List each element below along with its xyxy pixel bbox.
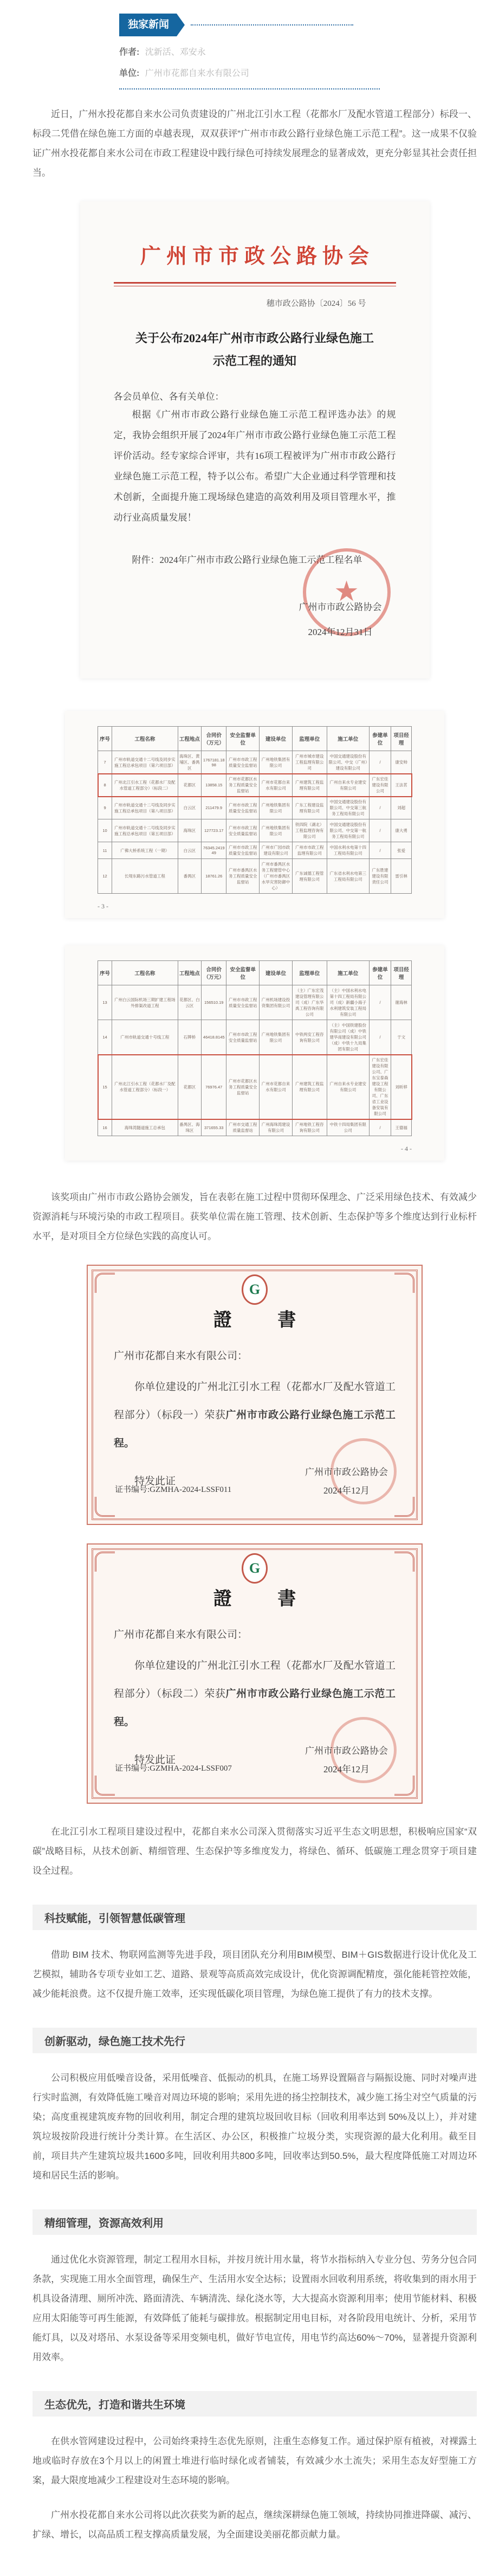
- table-cell: 18761.26: [202, 859, 226, 894]
- stamp-star-icon: ★: [334, 576, 359, 607]
- table-cell: 刘超: [391, 797, 412, 819]
- red-rule: [114, 282, 396, 286]
- certificate-issuer: 广州市市政公路协会: [305, 1746, 388, 1756]
- table-cell: 中铁两安工程咨询有限公司: [292, 1020, 327, 1055]
- table-column-header: 合同价（万元）: [202, 961, 226, 985]
- table-cell: 广州市市政工程安全质量监督站: [226, 819, 260, 842]
- table-cell: 127723.17: [202, 819, 226, 842]
- certificate-title: 證 書: [213, 1310, 317, 1330]
- award-list-page-4-image: [65, 945, 444, 1161]
- notice-signer: 广州市市政公路协会: [299, 602, 382, 612]
- table-cell: 花都区: [178, 774, 201, 797]
- table-cell: /: [369, 819, 391, 842]
- table-cell: 海珠区、黄埔区、番禺区: [178, 751, 201, 774]
- table-column-header: 工程地点: [178, 961, 201, 985]
- badge-row: [119, 14, 477, 36]
- certificate-award-name: 广州市市政公路行业绿色施工示范工程。: [114, 1688, 396, 1728]
- notice-salutation: 各会员单位、各有关单位：: [113, 392, 224, 402]
- page-number: - 4 -: [401, 1145, 412, 1152]
- table-cell: 广州市花都区水务工程质量安全监督站: [226, 774, 260, 797]
- table-cell: 广州市花都自来水有限公司: [260, 774, 293, 797]
- table-cell: 211479.9: [202, 797, 226, 819]
- border-ornament-icon: [394, 1776, 414, 1796]
- certificate-recipient: 广州市花都自来水有限公司：: [114, 1350, 248, 1362]
- border-ornament-icon: [394, 1273, 414, 1293]
- table-cell: 白云区: [178, 797, 201, 819]
- table-column-header: 序号: [98, 961, 112, 985]
- document-number: 穗市政公路协〔2024〕56 号: [266, 299, 366, 308]
- section-title-3: 精细管理，资源高效利用: [33, 2209, 477, 2235]
- notice-date: 2024年12月31日: [308, 627, 373, 637]
- table-cell: 广州地铁集团有限公司: [260, 819, 293, 842]
- table-cell: 长堤东路污水管道工程: [112, 859, 178, 894]
- table-cell: 于文: [391, 1020, 412, 1055]
- table-row: [98, 1055, 412, 1119]
- notice-attachment: 附件：2024年广州市市政公路行业绿色施工示范工程名单: [132, 555, 362, 565]
- table-cell: 广州市番禺区水务工程建管中心（广州市番禺区水旱灾害防御中心）: [260, 859, 293, 894]
- table-cell: 广州白云国际机场三期扩建工程场外排渠改道工程: [112, 985, 178, 1020]
- table-cell: 王德福: [391, 1119, 412, 1136]
- notice-title: 关于公布2024年广州市市政公路行业绿色施工示范工程的通知: [135, 331, 374, 368]
- table-cell: 广州市轨道交通十二号线及同步实施工程总承包项目（第五项目部）: [112, 819, 178, 842]
- table-cell: 广州地铁集团有限公司: [260, 1020, 293, 1055]
- table-cell: 雷引林: [391, 859, 412, 894]
- table-cell: 花都区、白云区: [178, 985, 201, 1020]
- certificate-issue-line: 特发此证: [134, 1754, 176, 1766]
- author-value: 沈新活、邓安永: [145, 48, 206, 57]
- table-cell: 46418.8145: [202, 1020, 226, 1055]
- table-cell: /: [369, 1119, 391, 1136]
- table-cell: /: [369, 985, 391, 1020]
- award-table-page-4: [98, 960, 412, 1136]
- table-header-row: [98, 727, 412, 751]
- association-logo-icon: G: [242, 1274, 268, 1305]
- table-cell: 花都区: [178, 1055, 201, 1119]
- award-paragraph: 该奖项由广州市市政公路协会颁发，旨在表彰在施工过程中贯彻环保理念、广泛采用绿色技术、有效减少资源消耗与环境污染的市政工程项目。获奖单位需在施工管理、技术创新、生态保护等多个维度达到行业标杆水平，是对项目全方位绿色实践的高度认可。: [33, 1192, 477, 1241]
- border-ornament-icon: [95, 1497, 115, 1517]
- certificate-signature: [305, 1463, 388, 1500]
- table-cell: 广州地铁集团有限公司: [260, 751, 293, 774]
- table-cell: 76345.241949: [202, 842, 226, 859]
- border-ornament-icon: [95, 1776, 115, 1796]
- table-cell: 广州市番禺区水务工程质量安全监督站: [226, 859, 260, 894]
- sections: [33, 1905, 477, 2490]
- table-row: [98, 985, 412, 1020]
- table-column-header: 施工单位: [327, 961, 369, 985]
- table-column-header: 合同价（万元）: [202, 727, 226, 751]
- table-cell: 15: [98, 1055, 112, 1119]
- table-column-header: 监理单位: [292, 727, 327, 751]
- award-list-page-3-image: [65, 711, 444, 918]
- table-cell: 10: [98, 819, 112, 842]
- table-column-header: 监理单位: [292, 961, 327, 985]
- notice-document-image: [80, 201, 430, 678]
- table-column-header: 建设单位: [260, 727, 293, 751]
- table-row: [98, 1020, 412, 1055]
- table-cell: 广州市花都区水务工程质量安全监督站: [226, 1055, 260, 1119]
- certificate-body-text: 你单位建设的广州北江引水工程（花都水厂及配水管道工程部分）（标段一）荣获: [114, 1381, 396, 1421]
- border-ornament-icon: [394, 1497, 414, 1517]
- table-cell: 铁四院（湖北）工程监理咨询有限公司: [292, 819, 327, 842]
- table-cell: 广州建筑工程监理有限公司: [292, 1055, 327, 1119]
- table-cell: /: [369, 1020, 391, 1055]
- table-cell: 中国交通建设股份有限公司、中交第三航务工程局有限公司: [327, 797, 369, 819]
- author-row: [119, 45, 477, 57]
- table-cell: 广州建筑工程监理有限公司: [292, 774, 327, 797]
- section-body-1: 借助 BIM 技术、物联网监测等先进手段，项目团队充分利用BIM模型、BIM＋GIS数据进行设计优化及工艺模拟，辅助各专项专业如工艺、道路、景观等高质高效完成设计，优化资源调配精度，强化能耗管控效能，减少能耗浪费。这不仅提升施工效率，还实现低碳化项目管理，为绿色施工提供了有力的技术支撑。: [33, 1950, 477, 1999]
- table-column-header: 工程名称: [112, 727, 178, 751]
- table-column-header: 施工单位: [327, 727, 369, 751]
- table-column-header: 建设单位: [260, 961, 293, 985]
- certificate-recipient: 广州市花都自来水有限公司：: [114, 1629, 248, 1641]
- table-row: [98, 819, 412, 842]
- exclusive-news-badge: 独家新闻: [119, 14, 177, 36]
- table-cell: 广佛大桥系统工程（一期）: [112, 842, 178, 859]
- table-cell: 广州机场建设投资集团有限公司: [260, 985, 293, 1020]
- table-cell: 广州市市政工程质量安全监督站: [226, 985, 260, 1020]
- table-cell: 广东宏佳建设有限公司: [369, 774, 391, 797]
- section-body-3: 通过优化水资源管理，制定工程用水目标，并按月统计用水量，将节水指标纳入专业分包、劳务分包合同条款，实现施工用水全面管理，确保生产、生活用水安全达标；设置雨水回收利用系统，将收集到的雨水用于机具设备清理、厕所冲洗、路面清洗、车辆清洗、绿化浇水等，大大提高水资源利用率；使用节能材料、积极应用太阳能等可再生能源，有效降低了能耗与碳排放。根据制定用电目标，对各阶段用电统计、分析，采用节能灯具，以及对塔吊、水泵设备等采用变频电机，做好节电宣传，用电节约高达60%～70%，显著提升资源利用效率。: [33, 2254, 477, 2362]
- table-cell: 广州市花都自来水有限公司: [260, 1055, 293, 1119]
- table-cell: 13: [98, 985, 112, 1020]
- section-title-2: 创新驱动，绿色施工技术先行: [33, 2028, 477, 2053]
- dotted-divider: [191, 24, 353, 25]
- certificate-award-name: 广州市市政公路行业绿色施工示范工程。: [114, 1409, 396, 1449]
- association-logo-icon: G: [242, 1553, 268, 1584]
- author-label: 作者:: [119, 48, 140, 57]
- border-ornament-icon: [95, 1273, 115, 1293]
- unit-value: 广州市花都自来水有限公司: [145, 69, 249, 78]
- table-cell: 中国水利水电第十四工程局有限公司: [327, 842, 369, 859]
- table-cell: 刘昕移: [391, 1055, 412, 1119]
- table-cell: 中国交通建设股份有限公司、中交第一航务工程局有限公司: [327, 819, 369, 842]
- table-cell: 广州市市政工程质量安全监督站: [226, 842, 260, 859]
- notice-signature: [299, 595, 382, 645]
- table-row: [98, 751, 412, 774]
- table-cell: 番禺区: [178, 859, 201, 894]
- table-cell: 中铁十四局集团有限公司: [327, 1119, 369, 1136]
- table-cell: 广州市市政工程安全质量监督站: [226, 1020, 260, 1055]
- table-cell: 14: [98, 1020, 112, 1055]
- certificate-issue-line: 特发此证: [134, 1476, 176, 1487]
- table-cell: 广州市轨道交通十号线工程: [112, 1020, 178, 1055]
- table-cell: 9: [98, 797, 112, 819]
- table-column-header: 参建单位: [369, 961, 391, 985]
- border-ornament-icon: [95, 1552, 115, 1572]
- section-body-2: 公司积极应用低噪音设备，采用低噪音、低振动的机具，在施工场界设置隔音与隔振设施、同时对噪声进行实时监测，有效降低施工噪音对周边环境的影响；采用先进的扬尘控制技术，减少施工扬尘对空气质量的污染；高度重视建筑废弃物的回收利用，制定合理的建筑垃圾回收目标（回收利用率达到 50%及以上），并对建筑垃圾按阶段进行统计分类计算。在生活区、办公区，积极推广垃圾分类，实现资源的最大化利用。截至目前，项目共产生建筑垃圾共1600多吨，回收利用共800多吨，回收率达到50.5%，最大程度降低施工对周边环境和居民生活的影响。: [33, 2073, 477, 2181]
- table-cell: 中国交通建设股份有限公司、中交（广州）建设有限公司: [327, 751, 369, 774]
- certificate-issuer: 广州市市政公路协会: [305, 1467, 388, 1477]
- table-cell: （主）广东宏茂建设管理有限公司（成）广东华禹工程咨询有限公司: [292, 985, 327, 1020]
- notice-body: 根据《广州市市政公路行业绿色施工示范工程评选办法》的规定，我协会组织开展了2024年广州市市政公路行业绿色施工示范工程评价活动。经专家综合评审，共有16项工程被评为广州市市政公路行业绿色施工示范工程，特予以公布。希望广大企业通过科学管理和技术创新，全面提升施工现场绿色建造的高效利用及项目管理水平，推动行业高质量发展！: [113, 409, 396, 523]
- table-cell: 番禺区、海珠区: [178, 1119, 201, 1136]
- dotted-divider: [119, 88, 380, 89]
- table-cell: 海珠湾隧道施工总承包: [112, 1119, 178, 1136]
- certificate-title: 證 書: [213, 1589, 317, 1609]
- table-cell: 广州地铁集团有限公司: [260, 797, 293, 819]
- table-row: [98, 797, 412, 819]
- table-cell: 广州北江引水工程（花都水厂及配水管道工程部分）（标段二）: [112, 774, 178, 797]
- table-cell: 广东工程建设监理有限公司: [292, 797, 327, 819]
- section-title-1: 科技赋能，引领智慧低碳管理: [33, 1905, 477, 1930]
- table-cell: 广州市市政工程质量安全监督站: [226, 797, 260, 819]
- table-cell: 广州市城市建设工程监理有限公司: [292, 751, 327, 774]
- table-cell: 广州市广园市政建设有限公司: [260, 842, 293, 859]
- unit-label: 单位:: [119, 69, 140, 78]
- table-row: [98, 774, 412, 797]
- table-cell: 王法茗: [391, 774, 412, 797]
- certificate-section-1-image: [87, 1265, 423, 1525]
- table-cell: 广州市市政工程监理有限公司: [292, 842, 327, 859]
- table-cell: 广州自来水专业建安有限公司: [327, 774, 369, 797]
- table-column-header: 序号: [98, 727, 112, 751]
- closing-paragraph: 广州水投花都自来水公司将以此次获奖为新的起点，继续深耕绿色施工领域，持续协同推进降碳、减污、扩绿、增长，以高品质工程支撑高质量发展，为全面建设美丽花都贡献力量。: [33, 2510, 477, 2540]
- border-ornament-icon: [394, 1552, 414, 1572]
- table-cell: 广东胜建建设有限责任公司: [369, 859, 391, 894]
- table-row: [98, 859, 412, 894]
- table-row: [98, 842, 412, 859]
- table-column-header: 工程地点: [178, 727, 201, 751]
- certificate-number: 证书编号:GZMHA-2024-LSSF011: [115, 1485, 232, 1494]
- unit-row: [119, 66, 477, 79]
- table-header-row: [98, 961, 412, 985]
- intro-paragraph: 近日，广州水投花都自来水公司负责建设的广州北江引水工程（花都水厂及配水管道工程部分）标段一、标段二凭借在绿色施工方面的卓越表现，双双获评“广州市市政公路行业绿色施工示范工程”。这一成果不仅验证广州水投花都自来水公司在市政工程建设中践行绿色可持续发展理念的显著成效，更充分彰显其社会责任担当。: [33, 109, 477, 178]
- certificate-signature: [305, 1742, 388, 1779]
- table-cell: 广州北江引水工程（花都水厂及配水管道工程部分）（标段一）: [112, 1055, 178, 1119]
- table-row: [98, 1119, 412, 1136]
- section-title-4: 生态优先，打造和谐共生环境: [33, 2391, 477, 2417]
- table-cell: 广州地铁工程咨询有限公司: [292, 1119, 327, 1136]
- table-cell: （主）中国铁建股份有限公司（成）中铁建华南建设有限公司（成）中铁十九局集团有限公司: [327, 1020, 369, 1055]
- table-cell: 广州自来水专业建安有限公司: [327, 1055, 369, 1119]
- association-name: 广州市市政公路协会: [140, 245, 374, 268]
- certificate-section-2-image: [87, 1543, 423, 1804]
- table-cell: 海珠区: [178, 819, 201, 842]
- table-cell: 康大勇: [391, 819, 412, 842]
- page-number: - 3 -: [98, 902, 108, 910]
- table-column-header: 项目经理: [391, 961, 412, 985]
- table-cell: 广州市交通工程质量监督站: [226, 1119, 260, 1136]
- table-cell: 广东省水利水电第三工程局有限公司: [327, 859, 369, 894]
- table-column-header: 安全监督单位: [226, 961, 260, 985]
- table-cell: 8: [98, 774, 112, 797]
- table-cell: 广州市市政工程质量安全监督站: [226, 751, 260, 774]
- table-cell: 7: [98, 751, 112, 774]
- table-column-header: 安全监督单位: [226, 727, 260, 751]
- table-cell: 康安帅: [391, 751, 412, 774]
- award-table-page-3: [98, 726, 412, 894]
- certificate-date: 2024年12月: [323, 1764, 370, 1774]
- table-cell: 广州海珠湾建设有限公司: [260, 1119, 293, 1136]
- table-cell: 谢海林: [391, 985, 412, 1020]
- table-cell: /: [369, 797, 391, 819]
- article-header: [119, 14, 477, 89]
- table-cell: 156510.19: [202, 985, 226, 1020]
- table-cell: 12: [98, 859, 112, 894]
- table-cell: 广州市轨道交通十二号线及同步实施工程总承包项目（第八项目部）: [112, 797, 178, 819]
- table-cell: 广东宏佳建设有限公司、广东宝泰森建设工程有限公司、广东省工业设备安装有限公司: [369, 1055, 391, 1119]
- table-cell: 石牌桥: [178, 1020, 201, 1055]
- table-column-header: 工程名称: [112, 961, 178, 985]
- table-cell: 76976.47: [202, 1055, 226, 1119]
- table-column-header: 参建单位: [369, 727, 391, 751]
- table-cell: /: [369, 751, 391, 774]
- certificate-number: 证书编号:GZMHA-2024-LSSF007: [115, 1764, 232, 1773]
- section-body-4: 在供水管网建设过程中，公司始终秉持生态优先原则，注重生态修复工作。通过保护原有植被，对裸露土地或临时存放在3个月以上的闲置土堆进行临时绿化或者铺装，有效减少水土流失；采用生态友好型施工方案，最大限度地减少工程建设对生态环境的影响。: [33, 2436, 477, 2485]
- carbon-paragraph: 在北江引水工程项目建设过程中，花都自来水公司深入贯彻落实习近平生态文明思想，积极响应国家“双碳”战略目标，从技术创新、精细管理、生态保护等多维度发力，将绿色、循环、低碳施工理念贯穿于项目建设全过程。: [33, 1827, 477, 1876]
- table-cell: 13858.15: [202, 774, 226, 797]
- table-cell: 1767181.1898: [202, 751, 226, 774]
- table-cell: 广东诚德工程管理有限公司: [292, 859, 327, 894]
- certificate-date: 2024年12月: [323, 1485, 370, 1496]
- table-cell: 白云区: [178, 842, 201, 859]
- table-cell: 张爱: [391, 842, 412, 859]
- table-column-header: 项目经理: [391, 727, 412, 751]
- table-cell: 广州市轨道交通十二号线及同步实施工程总承包项目（第六项目部）: [112, 751, 178, 774]
- certificate-body-text: 你单位建设的广州北江引水工程（花都水厂及配水管道工程部分）（标段二）荣获: [114, 1660, 396, 1700]
- table-cell: 371655.33: [202, 1119, 226, 1136]
- table-cell: 16: [98, 1119, 112, 1136]
- table-cell: 11: [98, 842, 112, 859]
- table-cell: /: [369, 842, 391, 859]
- table-cell: （主）中国水利水电第十四工程局有限公司（成）新疆小海子水利建筑安装工程局有限公司: [327, 985, 369, 1020]
